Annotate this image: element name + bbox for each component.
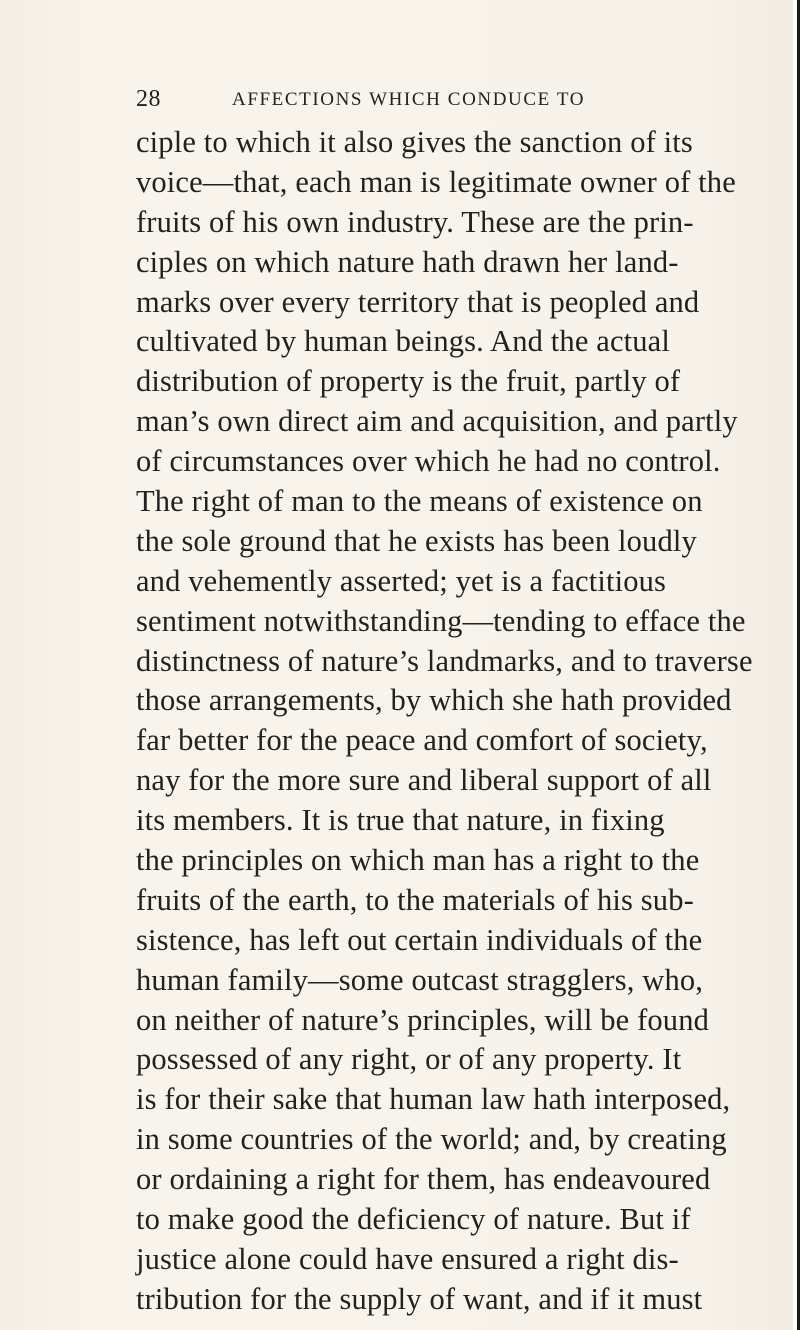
page-edge-border — [793, 0, 800, 1330]
page-header — [136, 86, 636, 116]
text-line: is for their sake that human law hath interposed, — [136, 1082, 731, 1117]
text-line: far better for the peace and comfort of society, — [136, 723, 708, 758]
text-line: tribution for the supply of want, and if it must — [136, 1281, 703, 1316]
text-line: distribution of property is the fruit, partly of — [136, 364, 681, 399]
text-line: ciple to which it also gives the sanction of its — [136, 125, 693, 159]
text-line: voice—that, each man is legitimate owner of the — [136, 164, 736, 199]
text-line: marks over every territory that is peopled and — [136, 284, 700, 319]
text-line: the principles on which man has a right to the — [136, 843, 700, 878]
text-line: or ordaining a right for them, has endeavoured — [136, 1162, 711, 1197]
text-line: human family—some outcast stragglers, who, — [136, 962, 704, 997]
text-line: sistence, has left out certain individuals of the — [136, 922, 703, 957]
text-line: sentiment notwithstanding—tending to efface the — [136, 603, 746, 638]
text-line: cultivated by human beings. And the actual — [136, 324, 670, 359]
text-line: justice alone could have ensured a right dis- — [136, 1241, 679, 1276]
text-line: to make good the deficiency of nature. But if — [136, 1202, 691, 1237]
page-number: 28 — [136, 86, 161, 112]
text-line: ciples on which nature hath drawn her land- — [136, 244, 679, 279]
text-line: The right of man to the means of existence on — [136, 484, 703, 519]
text-line: those arrangements, by which she hath provided — [136, 683, 732, 718]
text-line: nay for the more sure and liberal support of all — [136, 763, 712, 798]
text-line: fruits of the earth, to the materials of his sub- — [136, 882, 694, 917]
text-line: distinctness of nature’s landmarks, and to traverse — [136, 643, 753, 678]
text-line: man’s own direct aim and acquisition, and partly — [136, 404, 738, 439]
text-line: and vehemently asserted; yet is a factitious — [136, 563, 667, 598]
text-line: in some countries of the world; and, by creating — [136, 1122, 727, 1157]
text-line: on neither of nature’s principles, will be found — [136, 1002, 709, 1037]
running-head: AFFECTIONS WHICH CONDUCE TO — [232, 89, 586, 110]
text-line: the sole ground that he exists has been loudly — [136, 523, 697, 558]
text-line: possessed of any right, or of any property. It — [136, 1042, 682, 1077]
text-line: fruits of his own industry. These are the prin- — [136, 204, 694, 239]
text-line: its members. It is true that nature, in fixing — [136, 803, 665, 838]
body-text — [136, 123, 753, 1320]
text-line: of circumstances over which he had no control. — [136, 444, 721, 479]
